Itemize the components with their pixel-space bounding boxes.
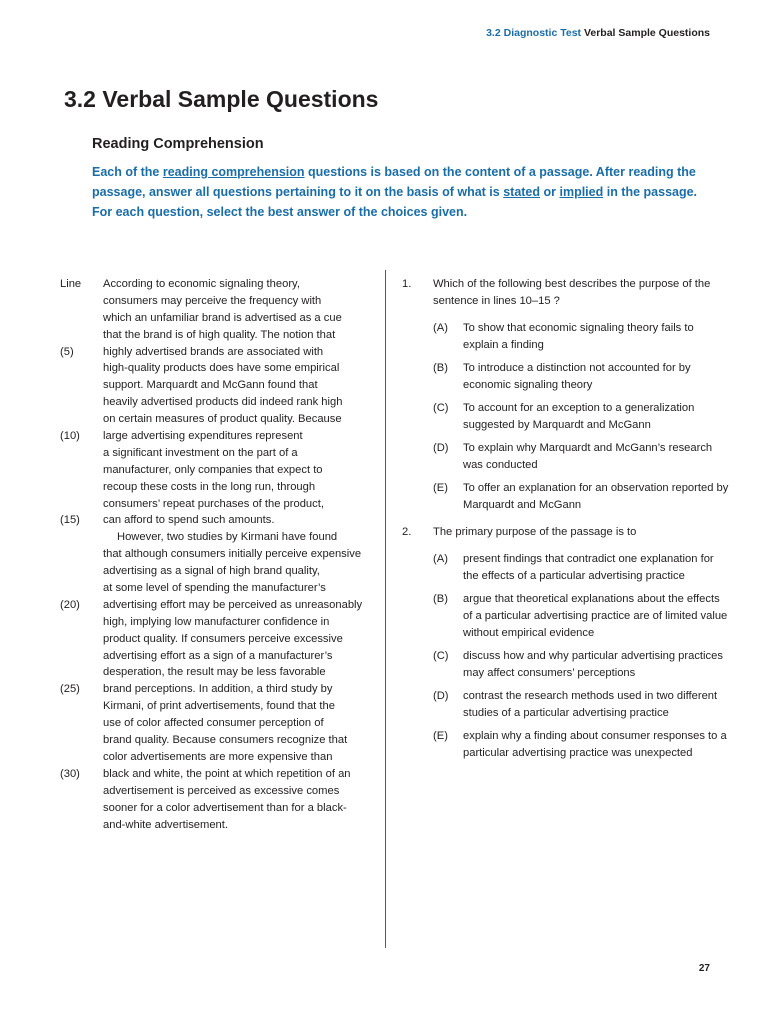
glossary-link-stated[interactable]: stated — [503, 185, 541, 199]
choice-text: contrast the research methods used in two different studies of a particular advertising practice — [463, 690, 718, 719]
passage-line-text: black and white, the point at which repetition of an — [103, 767, 351, 780]
passage-line-text: support. Marquardt and McGann found that — [103, 379, 318, 392]
passage-line — [60, 546, 372, 563]
passage-line-text: can afford to spend such amounts. — [103, 514, 275, 527]
passage-line — [60, 732, 372, 749]
choice-text: discuss how and why particular advertising practices may affect consumers’ perceptions — [463, 650, 723, 679]
passage-line — [60, 276, 372, 293]
passage-line-text: brand perceptions. In addition, a third study by — [103, 683, 333, 696]
choice-text: To account for an exception to a generalization suggested by Marquardt and McGann — [463, 402, 695, 431]
passage-line — [60, 377, 372, 394]
passage-line-text: manufacturer, only companies that expect to — [103, 463, 323, 476]
passage-line — [60, 479, 372, 496]
question-stem: The primary purpose of the passage is to — [433, 526, 637, 538]
choice-text: argue that theoretical explanations about the effects of a particular advertising practice are of limited value without empirical evidence — [463, 593, 728, 639]
passage-line-text: a significant investment on the part of a — [103, 446, 298, 459]
page-number: 27 — [698, 963, 710, 974]
passage-line — [60, 394, 372, 411]
header-section: 3.2 — [486, 27, 501, 39]
line-number: (25) — [60, 683, 80, 696]
reading-passage — [60, 276, 372, 833]
question-1 — [402, 276, 732, 520]
passage-line-text: sooner for a color advertisement than for a black- — [103, 801, 347, 814]
answer-choice[interactable] — [433, 591, 732, 642]
passage-line-text: advertisement is perceived as excessive comes — [103, 784, 340, 797]
passage-line — [60, 529, 372, 546]
passage-line — [60, 360, 372, 377]
passage-line — [60, 563, 372, 580]
line-number: (20) — [60, 598, 80, 611]
passage-line — [60, 344, 372, 361]
passage-line-text: advertising as a signal of high brand quality, — [103, 565, 320, 578]
question-number: 1. — [402, 278, 412, 290]
instructions-text-2: questions is based on the content of a passage. After reading the passage, answer all questions pertaining to it on the basis of what is — [92, 165, 696, 199]
passage-line-text: at some level of spending the manufacturer’s — [103, 582, 326, 595]
choice-letter: (A) — [433, 553, 448, 565]
passage-line-text: and-white advertisement. — [103, 818, 228, 831]
passage-line-text: on certain measures of product quality. Because — [103, 413, 342, 426]
instructions-text-3: or — [540, 185, 560, 199]
answer-choices — [433, 320, 732, 514]
passage-line — [60, 293, 372, 310]
choice-letter: (D) — [433, 690, 449, 702]
passage-line-text: desperation, the result may be less favorable — [103, 666, 326, 679]
passage-line — [60, 648, 372, 665]
line-number: (10) — [60, 430, 80, 443]
passage-line — [60, 445, 372, 462]
passage-line — [60, 614, 372, 631]
passage-line — [60, 411, 372, 428]
passage-line-text: consumers’ repeat purchases of the product, — [103, 497, 324, 510]
answer-choice[interactable] — [433, 400, 732, 434]
choice-letter: (C) — [433, 650, 449, 662]
passage-line — [60, 597, 372, 614]
choice-letter: (C) — [433, 402, 449, 414]
passage-line-text: that although consumers initially perceive expensive — [103, 548, 362, 561]
header-test: Diagnostic Test — [503, 27, 582, 39]
answer-choice[interactable] — [433, 360, 732, 394]
line-number: (5) — [60, 345, 74, 358]
question-stem: Which of the following best describes the purpose of the sentence in lines 10–15 ? — [433, 278, 711, 307]
passage-line-text: recoup these costs in the long run, through — [103, 480, 316, 493]
choice-text: To explain why Marquardt and McGann’s research was conducted — [463, 442, 713, 471]
instructions — [92, 162, 720, 222]
choice-letter: (E) — [433, 482, 448, 494]
passage-line — [60, 698, 372, 715]
passage-line-text: that the brand is of high quality. The notion that — [103, 328, 336, 341]
answer-choices — [433, 551, 732, 762]
question-2 — [402, 524, 732, 768]
line-number: (30) — [60, 767, 80, 780]
passage-line — [60, 800, 372, 817]
passage-line-text: advertising effort may be perceived as unreasonably — [103, 598, 363, 611]
choice-letter: (B) — [433, 593, 448, 605]
line-number: (15) — [60, 514, 80, 527]
answer-choice[interactable] — [433, 648, 732, 682]
passage-line-text: However, two studies by Kirmani have found — [117, 531, 338, 544]
instructions-text-4: in the passage. For each question, select the best answer of the choices given. — [92, 185, 698, 219]
passage-line-text: product quality. If consumers perceive excessive — [103, 632, 343, 645]
passage-line — [60, 580, 372, 597]
passage-line-text: advertising effort as a sign of a manufacturer’s — [103, 649, 333, 662]
passage-line — [60, 715, 372, 732]
passage-line-text: highly advertised brands are associated with — [103, 345, 324, 358]
passage-line-text: consumers may perceive the frequency with — [103, 294, 322, 307]
passage-line — [60, 512, 372, 529]
choice-text: To introduce a distinction not accounted for by economic signaling theory — [463, 362, 691, 391]
question-number: 2. — [402, 526, 412, 538]
column-divider — [385, 270, 386, 948]
answer-choice[interactable] — [433, 440, 732, 474]
passage-line — [60, 817, 372, 834]
passage-line-text: Kirmani, of print advertisements, found that the — [103, 700, 335, 713]
passage-line — [60, 766, 372, 783]
passage-line — [60, 310, 372, 327]
passage-line — [60, 327, 372, 344]
answer-choice[interactable] — [433, 688, 732, 722]
answer-choice[interactable] — [433, 551, 732, 585]
passage-line-text: high, implying low manufacturer confidence in — [103, 615, 330, 628]
passage-line — [60, 462, 372, 479]
passage-line-text: which an unfamiliar brand is advertised as a cue — [103, 311, 342, 324]
glossary-link-implied[interactable]: implied — [559, 185, 604, 199]
glossary-link-reading-comprehension[interactable]: reading comprehension — [162, 165, 305, 179]
passage-line-text: brand quality. Because consumers recognize that — [103, 734, 348, 747]
instructions-text-1: Each of the — [92, 165, 163, 179]
choice-letter: (D) — [433, 442, 449, 454]
passage-line-text: heavily advertised products did indeed rank high — [103, 396, 343, 409]
choice-text: To offer an explanation for an observation reported by Marquardt and McGann — [463, 482, 729, 511]
passage-line-text: use of color affected consumer perception of — [103, 717, 324, 730]
choice-text: To show that economic signaling theory fails to explain a finding — [463, 322, 694, 351]
passage-line-text: large advertising expenditures represent — [103, 430, 303, 443]
line-number: Line — [60, 278, 82, 290]
choice-letter: (B) — [433, 362, 448, 374]
answer-choice[interactable] — [433, 728, 732, 762]
passage-line — [60, 428, 372, 445]
passage-line — [60, 631, 372, 648]
passage-line-text: color advertisements are more expensive than — [103, 750, 333, 763]
running-header — [486, 27, 710, 39]
choice-text: present findings that contradict one explanation for the effects of a particular advertising practice — [463, 553, 714, 582]
passage-line-text: According to economic signaling theory, — [103, 278, 300, 290]
passage-line-text: high-quality products does have some empirical — [103, 362, 340, 375]
answer-choice[interactable] — [433, 320, 732, 354]
page-title: 3.2 Verbal Sample Questions — [64, 86, 379, 112]
passage-line — [60, 749, 372, 766]
answer-choice[interactable] — [433, 480, 732, 514]
choice-text: explain why a finding about consumer responses to a particular advertising practice was unexpected — [463, 730, 727, 759]
passage-line — [60, 681, 372, 698]
choice-letter: (E) — [433, 730, 448, 742]
section-subtitle: Reading Comprehension — [92, 136, 264, 152]
header-topic: Verbal Sample Questions — [583, 27, 710, 39]
passage-line — [60, 783, 372, 800]
passage-line — [60, 496, 372, 513]
passage-line — [60, 664, 372, 681]
choice-letter: (A) — [433, 322, 448, 334]
